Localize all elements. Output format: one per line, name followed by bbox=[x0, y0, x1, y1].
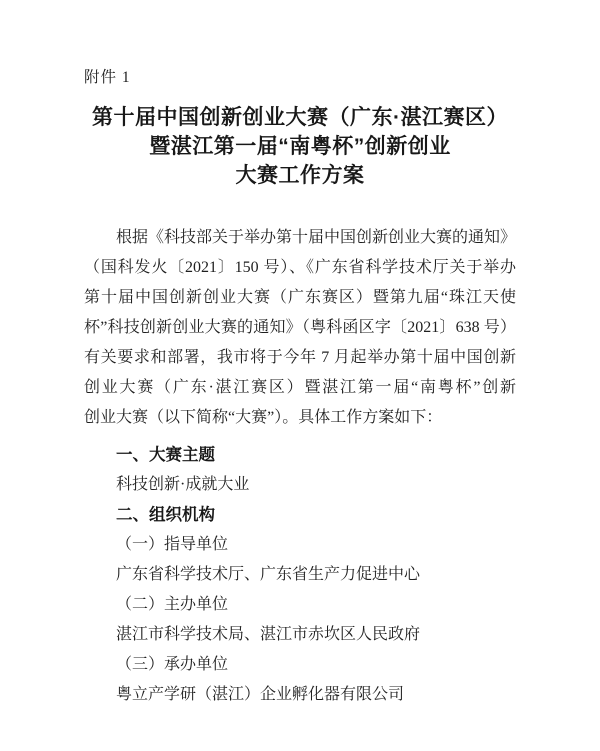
document-title bbox=[42, 103, 558, 190]
section-heading-theme: 一、大赛主题 bbox=[116, 446, 215, 464]
paragraph-line: 杯”科技创新创业大赛的通知》（粤科函区字〔2021〕638 号） bbox=[84, 319, 516, 336]
sections bbox=[116, 440, 516, 710]
section-line: （一）指导单位 bbox=[116, 536, 229, 553]
title-line: 大赛工作方案 bbox=[235, 164, 365, 187]
title-line: 第十届中国创新创业大赛（广东·湛江赛区） bbox=[92, 106, 508, 129]
paragraph-line: 有关要求和部署，我市将于今年 7 月起举办第十届中国创新 bbox=[84, 349, 516, 366]
section-line: （三）承办单位 bbox=[116, 656, 229, 673]
paragraph-line: 根据《科技部关于举办第十届中国创新创业大赛的通知》 bbox=[116, 229, 517, 246]
intro-paragraph bbox=[84, 223, 516, 433]
section-line: 湛江市科学技术局、湛江市赤坎区人民政府 bbox=[116, 626, 421, 643]
section-line: 粤立产学研（湛江）企业孵化器有限公司 bbox=[116, 686, 405, 703]
paragraph-line: 创业大赛（以下简称“大赛”）。具体工作方案如下： bbox=[84, 409, 443, 426]
paragraph-line: 第十届中国创新创业大赛（广东赛区）暨第九届“珠江天使 bbox=[84, 289, 516, 306]
attachment-label: 附件 1 bbox=[84, 69, 131, 86]
section-heading-organization: 二、组织机构 bbox=[116, 506, 215, 524]
section-line: 科技创新·成就大业 bbox=[116, 476, 250, 493]
paragraph-line: 创业大赛（广东·湛江赛区）暨湛江第一届“南粤杯”创新 bbox=[84, 379, 516, 396]
title-line: 暨湛江第一届“南粤杯”创新创业 bbox=[149, 135, 451, 158]
paragraph-line: （国科发火〔2021〕150 号）、《广东省科学技术厅关于举办 bbox=[84, 259, 516, 276]
section-line: （二）主办单位 bbox=[116, 596, 229, 613]
section-line: 广东省科学技术厅、广东省生产力促进中心 bbox=[116, 566, 421, 583]
